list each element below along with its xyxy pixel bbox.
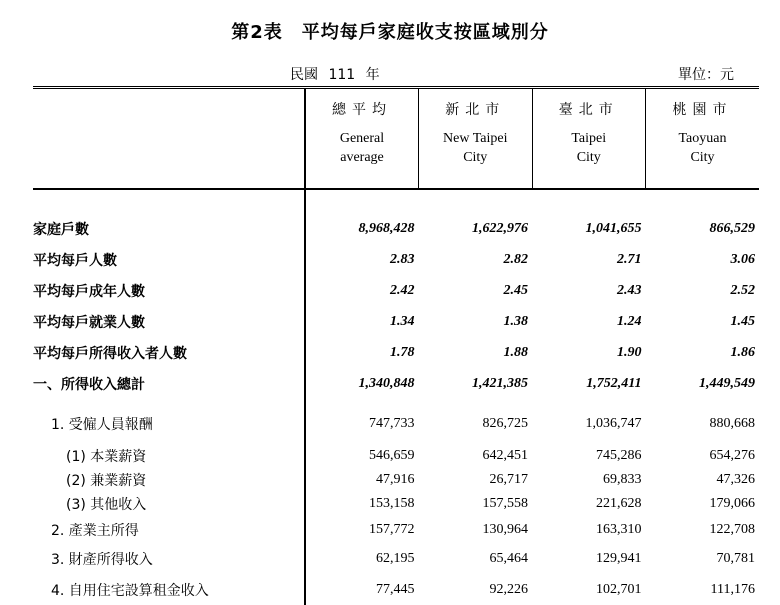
cell-value: 1.24 bbox=[617, 313, 642, 329]
table-row bbox=[33, 516, 759, 543]
cell-value: 2.45 bbox=[503, 282, 528, 298]
column-en: average bbox=[340, 150, 384, 165]
income-table bbox=[33, 86, 759, 605]
cell-value: 2.52 bbox=[730, 282, 755, 298]
cell-value: 1,340,848 bbox=[358, 375, 415, 391]
cell-value: 1,036,747 bbox=[585, 416, 642, 431]
cell-value: 1.38 bbox=[503, 313, 528, 329]
cell-value: 745,286 bbox=[596, 447, 642, 463]
column-en: City bbox=[690, 150, 715, 165]
column-en: City bbox=[463, 150, 488, 165]
table-row bbox=[33, 213, 759, 244]
cell-value: 2.83 bbox=[390, 251, 415, 267]
cell-value: 157,772 bbox=[369, 521, 415, 537]
cell-value: 1.88 bbox=[503, 344, 528, 360]
table-row bbox=[33, 306, 759, 337]
table-title: 第2表 平均每戶家庭收支按區域別分 bbox=[231, 22, 549, 43]
cell-value: 179,066 bbox=[709, 496, 755, 511]
cell-value: 111,176 bbox=[710, 581, 755, 597]
cell-value: 1.90 bbox=[617, 344, 642, 360]
cell-value: 129,941 bbox=[596, 550, 642, 566]
column-header-new-taipei bbox=[419, 88, 533, 190]
cell-value: 654,276 bbox=[709, 447, 755, 463]
row-label: 3. 財產所得收入 bbox=[33, 543, 305, 574]
row-label: 平均每戶所得收入者人數 bbox=[33, 337, 305, 368]
cell-value: 1,752,411 bbox=[586, 375, 642, 391]
row-label: 4. 自用住宅設算租金收入 bbox=[33, 574, 305, 605]
table-row bbox=[33, 275, 759, 306]
table-row bbox=[33, 574, 759, 605]
cell-value: 2.82 bbox=[503, 251, 528, 267]
cell-value: 47,916 bbox=[376, 472, 415, 487]
column-en: Taoyuan bbox=[678, 131, 727, 146]
table-row bbox=[33, 468, 759, 492]
cell-value: 1,041,655 bbox=[585, 220, 642, 236]
column-header-taipei bbox=[532, 88, 646, 190]
row-label: (1) 本業薪資 bbox=[33, 443, 305, 468]
table-body bbox=[33, 189, 759, 605]
row-label: (3) 其他收入 bbox=[33, 492, 305, 516]
row-label: 家庭戶數 bbox=[33, 213, 305, 244]
cell-value: 1.78 bbox=[390, 344, 415, 360]
cell-value: 92,226 bbox=[489, 581, 528, 597]
table-row bbox=[33, 368, 759, 399]
cell-value: 221,628 bbox=[596, 496, 642, 511]
column-en: General bbox=[339, 131, 385, 146]
row-label: 平均每戶成年人數 bbox=[33, 275, 305, 306]
table-row bbox=[33, 492, 759, 516]
cell-value: 130,964 bbox=[482, 521, 528, 537]
column-zh: 新北市 bbox=[445, 102, 506, 118]
cell-value: 69,833 bbox=[603, 472, 642, 487]
cell-value: 1.86 bbox=[730, 344, 755, 360]
cell-value: 8,968,428 bbox=[358, 220, 415, 236]
spacer-row bbox=[33, 189, 759, 213]
table-row bbox=[33, 337, 759, 368]
column-zh: 臺北市 bbox=[558, 102, 619, 118]
column-en: City bbox=[576, 150, 601, 165]
cell-value: 546,659 bbox=[369, 447, 415, 463]
cell-value: 880,668 bbox=[709, 416, 755, 431]
column-zh: 桃園市 bbox=[672, 102, 733, 118]
column-en: New Taipei bbox=[443, 131, 508, 146]
row-label: 一、所得收入總計 bbox=[33, 368, 305, 399]
table-row bbox=[33, 244, 759, 275]
column-header-general bbox=[305, 88, 419, 190]
table-row bbox=[33, 399, 759, 443]
cell-value: 26,717 bbox=[489, 472, 528, 487]
unit-label: 單位：元 bbox=[678, 67, 734, 83]
cell-value: 102,701 bbox=[596, 581, 642, 597]
row-label: 1. 受僱人員報酬 bbox=[33, 399, 305, 443]
cell-value: 47,326 bbox=[716, 472, 755, 487]
header-corner bbox=[33, 88, 305, 190]
cell-value: 163,310 bbox=[596, 521, 642, 537]
row-label: 平均每戶人數 bbox=[33, 244, 305, 275]
cell-value: 1,449,549 bbox=[699, 375, 755, 391]
cell-value: 62,195 bbox=[376, 550, 415, 566]
column-en: Taipei bbox=[571, 131, 607, 146]
cell-value: 153,158 bbox=[369, 496, 415, 511]
year-label: 民國 111 年 bbox=[290, 67, 380, 83]
cell-value: 1,421,385 bbox=[472, 375, 528, 391]
cell-value: 826,725 bbox=[482, 416, 528, 431]
cell-value: 70,781 bbox=[716, 550, 755, 566]
cell-value: 122,708 bbox=[709, 521, 755, 537]
cell-value: 2.43 bbox=[617, 282, 642, 298]
cell-value: 1.34 bbox=[390, 313, 415, 329]
row-label: 平均每戶就業人數 bbox=[33, 306, 305, 337]
cell-value: 1.45 bbox=[730, 313, 755, 329]
cell-value: 65,464 bbox=[489, 550, 528, 566]
cell-value: 866,529 bbox=[709, 220, 755, 236]
cell-value: 3.06 bbox=[730, 251, 755, 267]
column-header-taoyuan bbox=[646, 88, 760, 190]
cell-value: 157,558 bbox=[482, 496, 528, 511]
table-row bbox=[33, 543, 759, 574]
row-label: (2) 兼業薪資 bbox=[33, 468, 305, 492]
table-header bbox=[33, 88, 759, 190]
row-label: 2. 產業主所得 bbox=[33, 516, 305, 543]
cell-value: 2.42 bbox=[390, 282, 415, 298]
cell-value: 1,622,976 bbox=[472, 220, 528, 236]
cell-value: 642,451 bbox=[482, 447, 528, 463]
column-zh: 總平均 bbox=[332, 102, 392, 118]
table-row bbox=[33, 443, 759, 468]
cell-value: 77,445 bbox=[376, 581, 415, 597]
cell-value: 747,733 bbox=[369, 416, 415, 431]
cell-value: 2.71 bbox=[617, 251, 642, 267]
